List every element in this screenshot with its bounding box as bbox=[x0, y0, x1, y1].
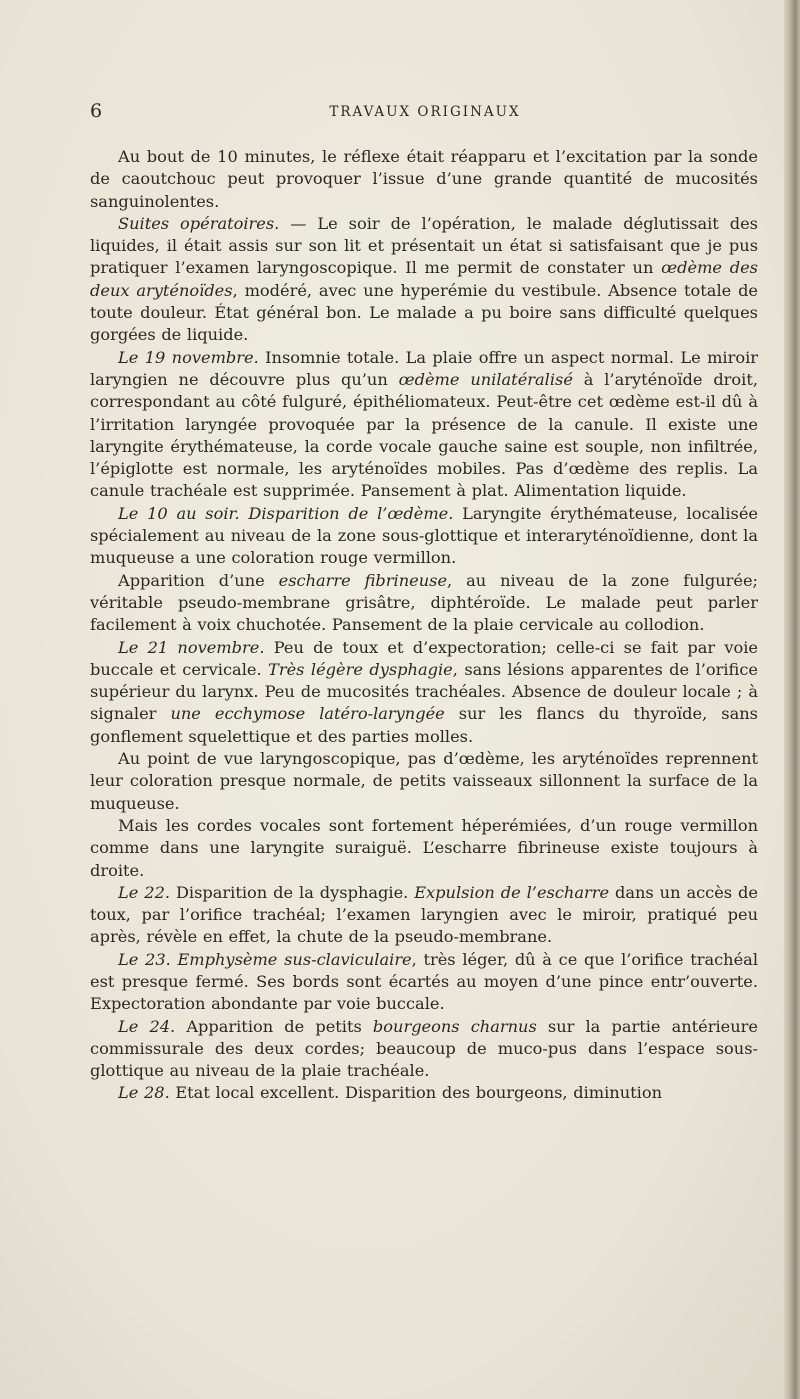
italic-run: Expulsion de l’escharre bbox=[414, 882, 610, 902]
italic-run: escharre fibrineuse bbox=[278, 570, 448, 590]
paragraph bbox=[90, 570, 758, 637]
italic-run: Le 10 au soir. Disparition de l’œdème. bbox=[118, 503, 454, 523]
italic-run: Suites opératoires. bbox=[118, 213, 280, 233]
italic-run: Le 28. bbox=[118, 1083, 170, 1103]
text-run: Insomnie totale. La plaie offre un aspect normal. Le miroir laryngien ne découvre plus qu’un bbox=[90, 347, 758, 389]
paragraph bbox=[90, 1082, 758, 1104]
text-run: dans un accès de toux, par l’orifice trachéal; l’examen laryngien avec le miroir, pratiqué peu après, révèle en effet, la chute de la pseudo-membrane. bbox=[90, 882, 758, 947]
text-run: , au niveau de la zone fulgurée; véritable pseudo-membrane grisâtre, diphtéroïde. Le malade peut parler facilement à voix chuchotée. Pansement de la plaie cervicale au collodion. bbox=[90, 570, 758, 635]
page-edge-shadow bbox=[784, 0, 800, 1399]
paragraph bbox=[90, 949, 758, 1016]
text-run: Laryngite érythémateuse, localisée spécialement au niveau de la zone sous-glottique et interaryténoïdienne, dont la muqueuse a une coloration rouge vermillon. bbox=[90, 503, 759, 568]
text-run: à l’aryténoïde droit, correspondant au côté fulguré, épithéliomateux. Peut-être cet œdème est-il dû à l’irritation laryngée provoquée par la présence de la canule. Il existe une laryngite érythémateuse, la corde vocale gauche saine est souple, non infiltrée, l’épiglotte est normale, les aryténoïdes mobiles. Pas d’œdème des replis. La canule trachéale est supprimée. Pansement à plat. Alimentation liquide. bbox=[90, 369, 758, 501]
italic-run: Le 21 novembre. bbox=[118, 637, 265, 657]
paragraph bbox=[90, 146, 758, 213]
italic-run: Le 23. Emphysème sus-claviculaire bbox=[118, 949, 412, 969]
text-run: Etat local excellent. Disparition des bourgeons, diminution bbox=[169, 1083, 662, 1103]
text-run: Au bout de 10 minutes, le réflexe était réapparu et l’excitation par la sonde de caoutchouc peut provoquer l’issue d’une grande quantité de mucosités sanguinolentes. bbox=[90, 147, 758, 211]
page-header bbox=[90, 100, 760, 130]
body-text bbox=[90, 146, 758, 1105]
italic-run: bourgeons charnus bbox=[372, 1016, 537, 1036]
text-run: — Le soir de l’opération, le malade déglutissait des liquides, il était assis sur son lit et présentait un état si satisfaisant que je pus pratiquer l’examen laryngoscopique. Il me permit de constater un bbox=[90, 213, 758, 278]
paragraph bbox=[90, 1016, 758, 1083]
italic-run: Le 24. bbox=[118, 1016, 176, 1036]
text-run: Apparition de petits bbox=[175, 1016, 373, 1036]
text-run: , très léger, dû à ce que l’orifice trachéal est presque fermé. Ses bords sont écartés au moyen d’une pince entr’ouverte. Expectoration abondante par voie buccale. bbox=[90, 949, 758, 1014]
paragraph bbox=[90, 637, 758, 748]
text-run: , modéré, avec une hyperémie du vestibule. Absence totale de toute douleur. État général bon. Le malade a pu boire sans difficulté quelques gorgées de liquide. bbox=[90, 280, 759, 345]
text-run: sur la partie antérieure commissurale des deux cordes; beaucoup de muco-pus dans l’espace sous-glottique au niveau de la plaie trachéale. bbox=[90, 1016, 758, 1081]
paragraph bbox=[90, 347, 758, 503]
paragraph bbox=[90, 882, 758, 949]
italic-run: une ecchymose latéro-laryngée bbox=[170, 704, 445, 724]
italic-run: Le 22. bbox=[118, 882, 171, 902]
page-number: 6 bbox=[90, 100, 103, 122]
text-run: , sans lésions apparentes de l’orifice supérieur du larynx. Peu de mucosités trachéales. Absence de douleur locale ; à signaler bbox=[90, 659, 758, 724]
running-head: TRAVAUX ORIGINAUX bbox=[329, 104, 521, 120]
paragraph bbox=[90, 815, 758, 882]
text-run: Au point de vue laryngoscopique, pas d’œdème, les aryténoïdes reprennent leur coloration presque normale, de petits vaisseaux sillonnent la surface de la muqueuse. bbox=[90, 749, 758, 813]
text-run: Mais les cordes vocales sont fortement héperémiées, d’un rouge vermillon comme dans une laryngite suraiguë. L’escharre fibrineuse existe toujours à droite. bbox=[90, 815, 758, 880]
paragraph bbox=[90, 503, 758, 570]
paragraph bbox=[90, 748, 758, 815]
paragraph bbox=[90, 213, 758, 347]
italic-run: œdème unilatéralisé bbox=[398, 369, 573, 389]
italic-run: Très légère dysphagie bbox=[268, 659, 453, 679]
text-run: Peu de toux et d’expectoration; celle-ci se fait par voie buccale et cervicale. bbox=[90, 637, 759, 679]
text-run: Disparition de la dysphagie. bbox=[170, 882, 415, 902]
text-run: Apparition d’une bbox=[118, 570, 279, 590]
italic-run: œdème des deux aryténoïdes bbox=[90, 258, 758, 300]
italic-run: Le 19 novembre. bbox=[118, 347, 259, 367]
text-run: sur les flancs du thyroïde, sans gonflement squelettique et des parties molles. bbox=[90, 704, 758, 746]
